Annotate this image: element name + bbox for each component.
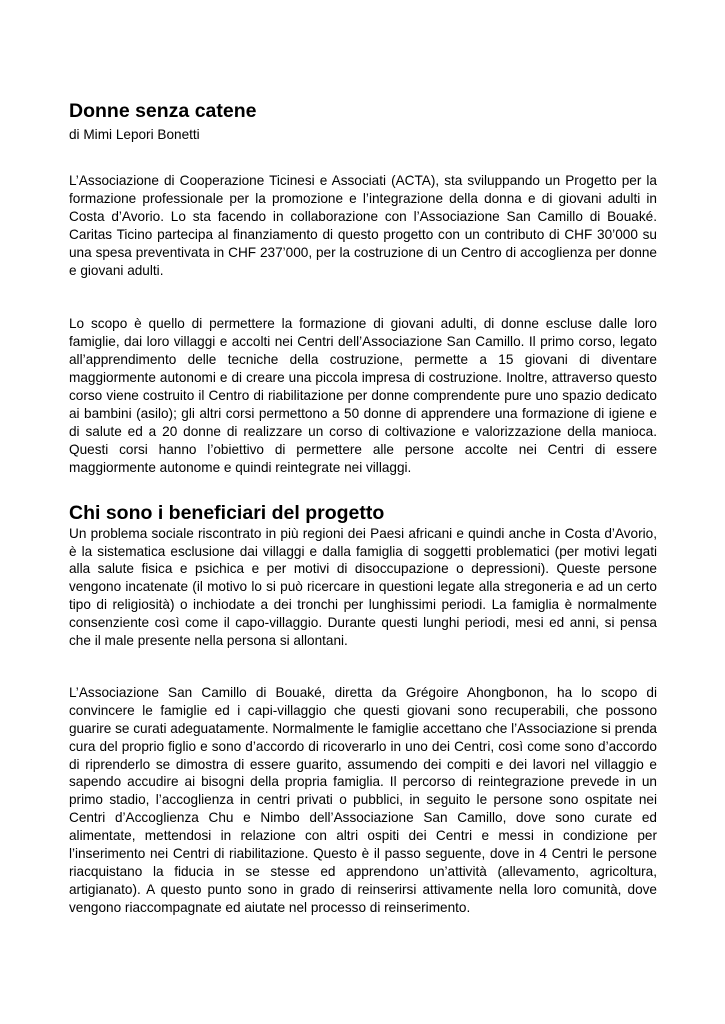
document-title: Donne senza catene bbox=[69, 100, 257, 122]
section-heading-beneficiaries: Chi sono i beneficiari del progetto bbox=[69, 501, 385, 524]
paragraph-purpose: Lo scopo è quello di permettere la formazione di giovani adulti, di donne escluse dalle loro famiglie, dai loro villaggi e accolti nei Centri dell’Associazione San Camillo. Il primo corso, legato all’apprendimento delle tecniche della costruzione, permette a 15 giovani di diventare maggiormente autonomi e di creare una piccola impresa di costruzione. Inoltre, attraverso questo corso viene costruito il Centro di riabilitazione per donne comprendente pure uno spazio dedicato ai bambini (asilo); gli altri corsi permettono a 50 donne di apprendere una formazione di igiene e di salute ed a 20 donne di realizzare un corso di coltivazione e valorizzazione della manioca. Questi corsi hanno l’obiettivo di permettere alle persone accolte nei Centri di essere maggiormente autonome e quindi reintegrate nei villaggi. bbox=[69, 316, 657, 475]
paragraph-intro: L’Associazione di Cooperazione Ticinesi e Associati (ACTA), sta sviluppando un Progetto per la formazione professionale per la promozione e l’integrazione della donna e di giovani adulti in Costa d’Avorio. Lo sta facendo in collaborazione con l’Associazione San Camillo di Bouaké. Caritas Ticino partecipa al finanziamento di questo progetto con un contributo di CHF 30’000 su una spesa preventivata in CHF 237’000, per la costruzione di un Centro di accoglienza per donne e giovani adulti. bbox=[69, 173, 657, 278]
paragraph-social-problem: Un problema sociale riscontrato in più regioni dei Paesi africani e quindi anche in Costa d’Avorio, è la sistematica esclusione dai villaggi e dalla famiglia di soggetti problematici (per motivi legati alla salute fisica e psichica e per motivi di disoccupazione o depressioni). Queste persone vengono incatenate (il motivo lo si può ricercare in questioni legate alla stregoneria e ad un certo tipo di religiosità) o inchiodate a dei tronchi per lunghissimi periodi. La famiglia è normalmente consenziente così come il capo-villaggio. Durante questi lunghi periodi, mesi ed anni, si pensa che il male presente nella persona si allontani. bbox=[69, 525, 657, 649]
author-byline: di Mimi Lepori Bonetti bbox=[69, 127, 200, 142]
paragraph-association: L’Associazione San Camillo di Bouaké, diretta da Grégoire Ahongbonon, ha lo scopo di convincere le famiglie ed i capi-villaggio che questi giovani sono recuperabili, che possono guarire se curati adeguatamente. Normalmente le famiglie accettano che l’Associazione si prenda cura del proprio figlio e sono d’accordo di ricoverarlo in uno dei Centri, così come sono d’accordo di riprenderlo se dimostra di essere guarito, assumendo dei compiti e dei lavori nel villaggio e sapendo accudire ai bisogni della propria famiglia. Il percorso di reintegrazione prevede in un primo stadio, l’accoglienza in centri privati o pubblici, in seguito le persone sono ospitate nei Centri d’Accoglienza Chu e Nimbo dell’Associazione San Camillo, dove sono curate ed alimentate, mettendosi in relazione con altri ospiti dei Centri e messi in condizione per l’inserimento nei Centri di riabilitazione. Questo è il passo seguente, dove in 4 Centri le persone riacquistano la fiducia in se stesse ed apprendono un’attività (allevamento, agricoltura, artigianato). A questo punto sono in grado di reinserirsi attivamente nella loro comunità, dove vengono riaccompagnate ed aiutate nel processo di reinserimento. bbox=[69, 684, 657, 915]
